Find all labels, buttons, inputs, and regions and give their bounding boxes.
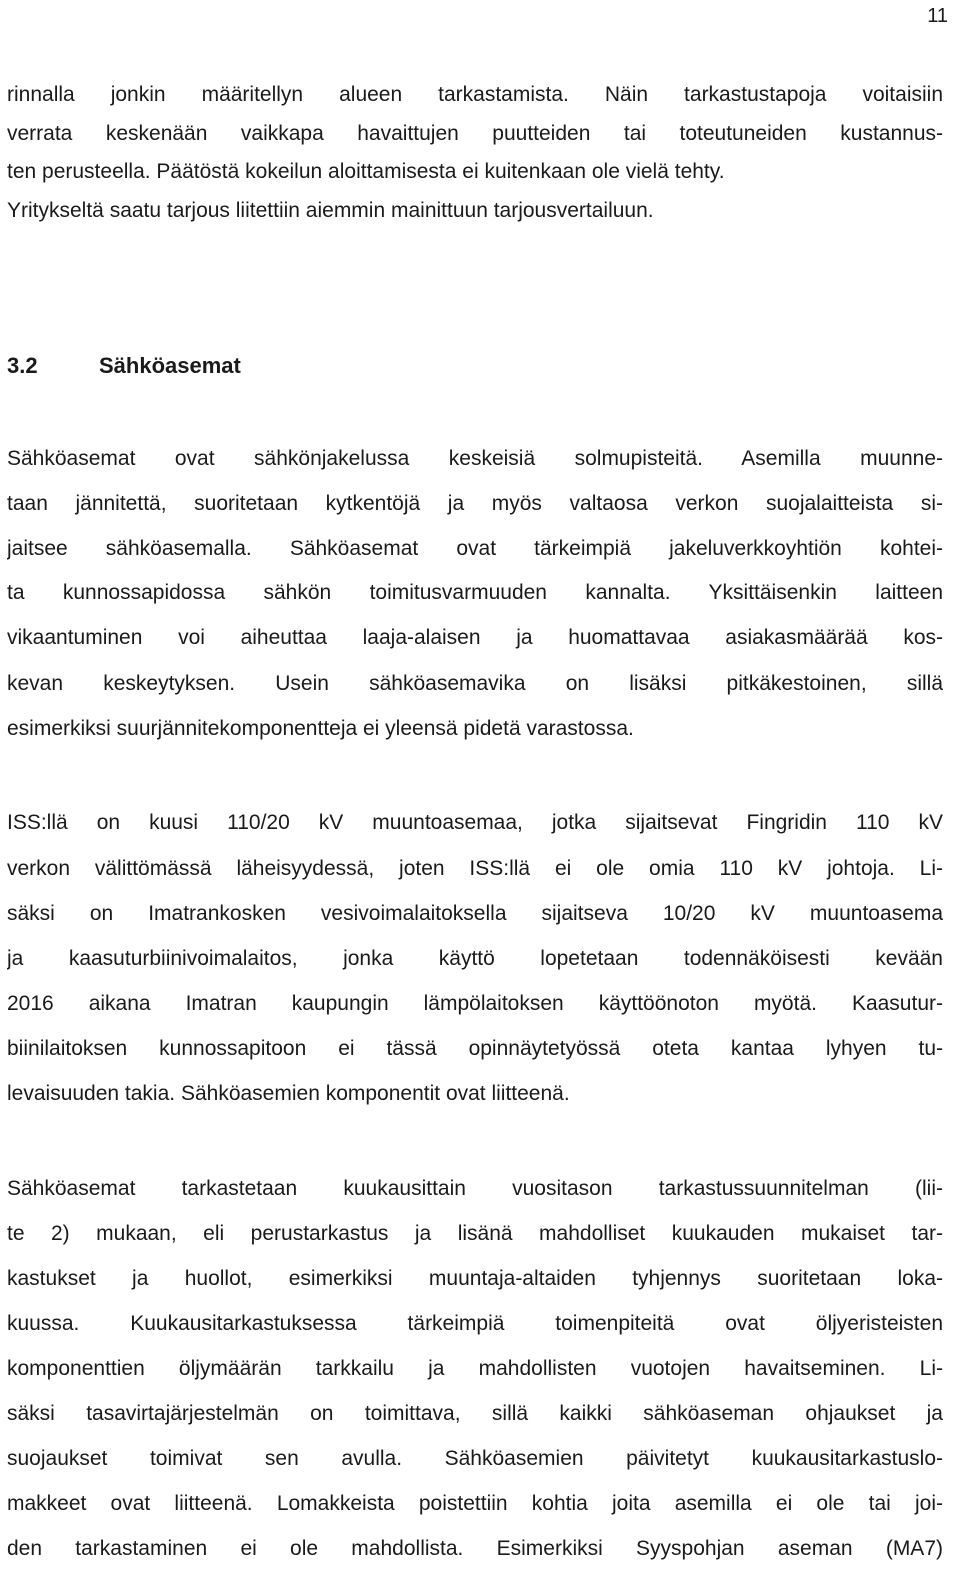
text-line: levaisuuden takia. Sähköasemien komponentit ovat liitteenä. xyxy=(7,1082,570,1105)
text-line: esimerkiksi suurjännitekomponentteja ei yleensä pidetä varastossa. xyxy=(7,717,634,740)
text-line: rinnalla jonkin määritellyn alueen tarkastamista. Näin tarkastustapoja voitaisiin xyxy=(7,83,943,106)
text-line: verrata keskenään vaikkapa havaittujen puutteiden tai toteutuneiden kustannus- xyxy=(7,122,943,145)
text-line: Sähköasemat ovat sähkönjakelussa keskeisiä solmupisteitä. Asemilla muunne- xyxy=(7,447,943,470)
page-number: 11 xyxy=(927,5,948,27)
text-line: verkon välittömässä läheisyydessä, joten ISS:llä ei ole omia 110 kV johtoja. Li- xyxy=(7,857,943,880)
text-line: kevan keskeytyksen. Usein sähköasemavika on lisäksi pitkäkestoinen, sillä xyxy=(7,672,943,695)
text-line: kastukset ja huollot, esimerkiksi muuntaja-altaiden tyhjennys suoritetaan loka- xyxy=(7,1267,943,1290)
text-line: komponenttien öljymäärän tarkkailu ja mahdollisten vuotojen havaitseminen. Li- xyxy=(7,1357,943,1380)
text-line: 2016 aikana Imatran kaupungin lämpölaitoksen käyttöönoton myötä. Kaasutur- xyxy=(7,992,943,1015)
text-line: säksi tasavirtajärjestelmän on toimittava, sillä kaikki sähköaseman ohjaukset ja xyxy=(7,1402,943,1425)
section-heading xyxy=(7,353,241,379)
text-line: ten perusteella. Päätöstä kokeilun aloittamisesta ei kuitenkaan ole vielä tehty. xyxy=(7,160,725,183)
text-line: den tarkastaminen ei ole mahdollista. Esimerkiksi Syyspohjan aseman (MA7) xyxy=(7,1537,943,1560)
section-title: Sähköasemat xyxy=(99,353,241,378)
text-line: vikaantuminen voi aiheuttaa laaja-alaisen ja huomattavaa asiakasmäärää kos- xyxy=(7,626,943,649)
text-line: jaitsee sähköasemalla. Sähköasemat ovat tärkeimpiä jakeluverkkoyhtiön kohtei- xyxy=(7,537,943,560)
text-line: ISS:llä on kuusi 110/20 kV muuntoasemaa, jotka sijaitsevat Fingridin 110 kV xyxy=(7,811,943,834)
text-line: Sähköasemat tarkastetaan kuukausittain vuositason tarkastussuunnitelman (lii- xyxy=(7,1177,943,1200)
text-line: säksi on Imatrankosken vesivoimalaitoksella sijaitseva 10/20 kV muuntoasema xyxy=(7,902,943,925)
text-line: biinilaitoksen kunnossapitoon ei tässä opinnäytetyössä oteta kantaa lyhyen tu- xyxy=(7,1037,943,1060)
text-line: ta kunnossapidossa sähkön toimitusvarmuuden kannalta. Yksittäisenkin laitteen xyxy=(7,581,943,604)
text-line: suojaukset toimivat sen avulla. Sähköasemien päivitetyt kuukausitarkastuslo- xyxy=(7,1447,943,1470)
text-line: ja kaasuturbiinivoimalaitos, jonka käyttö lopetetaan todennäköisesti kevään xyxy=(7,947,943,970)
text-line: taan jännitettä, suoritetaan kytkentöjä ja myös valtaosa verkon suojalaitteista si- xyxy=(7,492,943,515)
text-line: kuussa. Kuukausitarkastuksessa tärkeimpiä toimenpiteitä ovat öljyeristeisten xyxy=(7,1312,943,1335)
section-number: 3.2 xyxy=(7,353,38,378)
text-line: makkeet ovat liitteenä. Lomakkeista poistettiin kohtia joita asemilla ei ole tai joi- xyxy=(7,1492,943,1515)
text-line: Yritykseltä saatu tarjous liitettiin aiemmin mainittuun tarjousvertailuun. xyxy=(7,199,654,222)
text-line: te 2) mukaan, eli perustarkastus ja lisänä mahdolliset kuukauden mukaiset tar- xyxy=(7,1222,943,1245)
